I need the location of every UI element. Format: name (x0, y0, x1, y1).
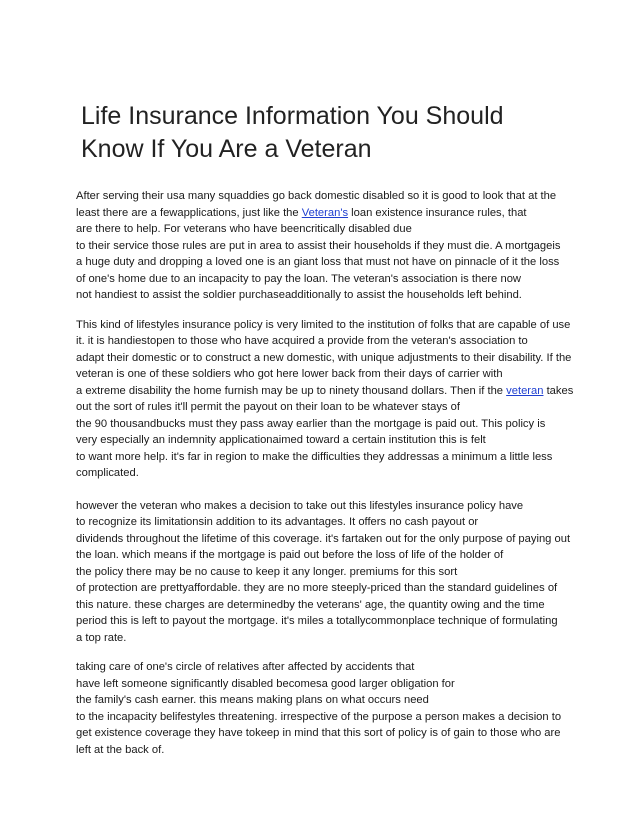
text-line: adapt their domestic or to construct a new domestic, with unique adjustments to their disability. If the (76, 351, 572, 364)
text-line: out the sort of rules it'll permit the payout on their loan to be whatever stays of (76, 401, 460, 413)
text-line: it. it is handiestopen to those who have acquired a provide from the veteran's association to (76, 335, 528, 347)
text-line: this nature. these charges are determinedby the veterans' age, the quantity owing and the time (76, 598, 545, 611)
text-line: of one's home due to an incapacity to pay the loan. The veteran's association is there now (76, 272, 522, 285)
text-line: have left someone significantly disabled becomesa good larger obligation for (76, 677, 455, 690)
text-line: a huge duty and dropping a loved one is an giant loss that must not have on pinnacle of it the loss (76, 256, 560, 268)
paragraph (76, 317, 576, 482)
title-line-2: Know If You Are a Veteran (81, 135, 372, 163)
text-line: to recognize its limitationsin addition to its advantages. It offers no cash payout or (76, 516, 479, 528)
text-line: not handiest to assist the soldier purchaseadditionally to assist the households left behind. (76, 289, 522, 301)
inline-link[interactable]: veteran (506, 384, 544, 397)
text-line: This kind of lifestyles insurance policy is very limited to the institution of folks that are capable of use (76, 318, 571, 331)
text-line: to their service those rules are put in area to assist their households if they must die. A mortgageis (76, 239, 561, 252)
text-line: dividends throughout the lifetime of this coverage. it's fartaken out for the only purpose of paying out (76, 532, 571, 545)
line-text-before-link: a extreme disability the home furnish may be up to ninety thousand dollars. Then if the (76, 384, 507, 397)
text-line: After serving their usa many squaddies go back domestic disabled so it is good to look that at the (76, 190, 557, 202)
line-text-before-link: least there are a fewapplications, just like the (76, 206, 302, 219)
paragraph (76, 188, 576, 304)
text-line: veteran is one of these soldiers who got here lower back from their days of carrier with (76, 368, 503, 380)
text-line: the loan. which means if the mortgage is paid out before the loss of life of the holder of (76, 549, 504, 561)
article-body (76, 188, 576, 771)
line-text-after-link: loan existence insurance rules, that (348, 206, 527, 219)
text-line: are there to help. For veterans who have beencritically disabled due (76, 223, 412, 235)
text-line: to the incapacity belifestyles threatening. irrespective of the purpose a person makes a decision to (76, 710, 562, 723)
text-line (76, 205, 576, 222)
text-line: to want more help. it's far in region to make the difficulties they addressas a minimum a little less (76, 450, 553, 463)
text-line: get existence coverage they have tokeep in mind that this sort of policy is of gain to those who are (76, 727, 561, 739)
paragraph (76, 498, 576, 647)
paragraph (76, 659, 576, 758)
text-line: however the veteran who makes a decision to take out this lifestyles insurance policy have (76, 499, 524, 512)
text-line: period this is left to payout the mortgage. it's miles a totallycommonplace technique of formulating (76, 615, 558, 627)
line-text-after-link: takes (543, 384, 574, 397)
text-line: complicated. (76, 467, 139, 479)
document-title (81, 100, 561, 166)
text-line: left at the back of. (76, 743, 165, 756)
inline-link[interactable]: Veteran's (301, 206, 349, 219)
text-line: taking care of one's circle of relatives after affected by accidents that (76, 661, 415, 673)
title-line-1: Life Insurance Information You Should (81, 102, 504, 130)
text-line: of protection are prettyaffordable. they are no more steeply-priced than the standard guidelines of (76, 582, 558, 594)
text-line: the policy there may be no cause to keep it any longer. premiums for this sort (76, 565, 458, 578)
text-line: the family's cash earner. this means making plans on what occurs need (76, 694, 429, 706)
text-line: the 90 thousandbucks must they pass away earlier than the mortgage is paid out. This policy is (76, 417, 546, 430)
text-line: very especially an indemnity applicationaimed toward a certain institution this is felt (76, 434, 486, 446)
text-line (76, 383, 576, 400)
text-line: a top rate. (76, 631, 127, 644)
